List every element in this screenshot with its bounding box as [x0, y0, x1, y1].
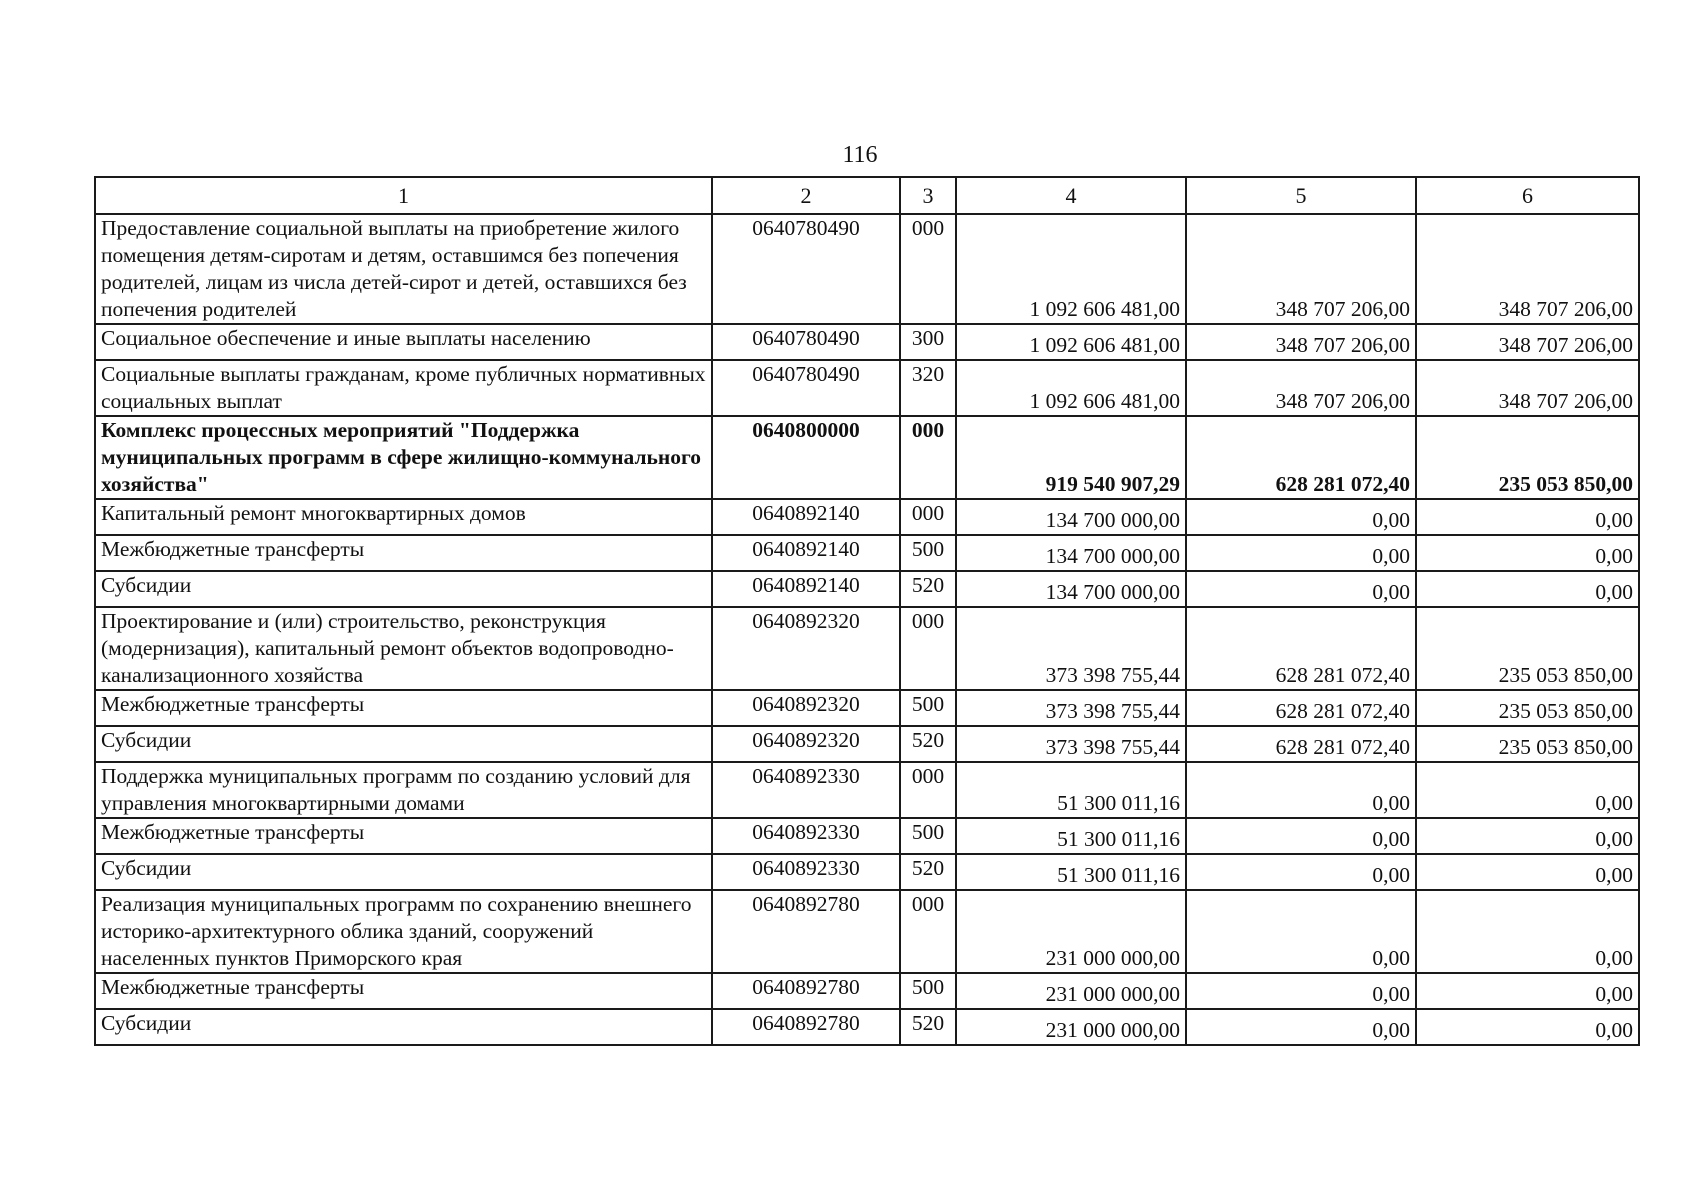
row-name-cell: Субсидии	[95, 726, 712, 762]
row-value-col6: 0,00	[1416, 571, 1639, 607]
row-value-col6: 0,00	[1416, 535, 1639, 571]
table-row	[95, 535, 1639, 571]
row-type-cell: 520	[900, 854, 956, 890]
row-value-col5: 0,00	[1186, 890, 1416, 973]
row-value-col5: 0,00	[1186, 571, 1416, 607]
row-value-col6: 235 053 850,00	[1416, 416, 1639, 499]
row-value-col5: 348 707 206,00	[1186, 214, 1416, 324]
row-value-col6: 0,00	[1416, 762, 1639, 818]
row-value-col4: 134 700 000,00	[956, 499, 1186, 535]
row-code-cell: 0640892320	[712, 690, 900, 726]
table-row	[95, 360, 1639, 416]
page-number: 116	[842, 142, 878, 168]
table-row	[95, 890, 1639, 973]
row-name-cell: Социальное обеспечение и иные выплаты населению	[95, 324, 712, 360]
table-row	[95, 571, 1639, 607]
row-code-cell: 0640892330	[712, 818, 900, 854]
row-name-cell: Субсидии	[95, 1009, 712, 1045]
row-value-col5: 0,00	[1186, 854, 1416, 890]
row-value-col4: 373 398 755,44	[956, 607, 1186, 690]
row-code-cell: 0640892330	[712, 854, 900, 890]
row-value-col5: 0,00	[1186, 818, 1416, 854]
row-value-col4: 134 700 000,00	[956, 535, 1186, 571]
row-type-cell: 500	[900, 535, 956, 571]
table-row	[95, 324, 1639, 360]
row-value-col6: 0,00	[1416, 818, 1639, 854]
row-code-cell: 0640780490	[712, 360, 900, 416]
row-type-cell: 520	[900, 571, 956, 607]
row-value-col5: 0,00	[1186, 762, 1416, 818]
row-code-cell: 0640892140	[712, 499, 900, 535]
header-cell: 2	[712, 177, 900, 214]
row-value-col4: 51 300 011,16	[956, 818, 1186, 854]
table-row	[95, 818, 1639, 854]
row-value-col6: 0,00	[1416, 890, 1639, 973]
row-value-col6: 348 707 206,00	[1416, 214, 1639, 324]
row-name-cell: Субсидии	[95, 571, 712, 607]
row-name-cell: Межбюджетные трансферты	[95, 535, 712, 571]
header-cell: 6	[1416, 177, 1639, 214]
row-value-col5: 628 281 072,40	[1186, 607, 1416, 690]
row-value-col4: 1 092 606 481,00	[956, 324, 1186, 360]
row-code-cell: 0640800000	[712, 416, 900, 499]
table-row	[95, 973, 1639, 1009]
row-value-col6: 235 053 850,00	[1416, 726, 1639, 762]
row-name-cell: Поддержка муниципальных программ по созданию условий для управления многоквартирными домами	[95, 762, 712, 818]
row-code-cell: 0640892140	[712, 535, 900, 571]
row-name-cell: Проектирование и (или) строительство, реконструкция (модернизация), капитальный ремонт объектов водопроводно-канализационного хозяйства	[95, 607, 712, 690]
row-value-col4: 373 398 755,44	[956, 726, 1186, 762]
row-code-cell: 0640892780	[712, 1009, 900, 1045]
row-value-col4: 51 300 011,16	[956, 854, 1186, 890]
row-type-cell: 500	[900, 690, 956, 726]
row-name-cell: Предоставление социальной выплаты на приобретение жилого помещения детям-сиротам и детям, оставшимся без попечения родителей, лицам из числа детей-сирот и детей, оставшихся без попечения родителей	[95, 214, 712, 324]
row-value-col4: 1 092 606 481,00	[956, 360, 1186, 416]
row-name-cell: Реализация муниципальных программ по сохранению внешнего историко-архитектурного облика зданий, сооружений населенных пунктов Приморского края	[95, 890, 712, 973]
header-cell: 4	[956, 177, 1186, 214]
table-row	[95, 416, 1639, 499]
row-code-cell: 0640892320	[712, 726, 900, 762]
table-row	[95, 607, 1639, 690]
row-code-cell: 0640892330	[712, 762, 900, 818]
budget-table	[94, 176, 1640, 1046]
row-value-col6: 235 053 850,00	[1416, 607, 1639, 690]
row-value-col5: 0,00	[1186, 973, 1416, 1009]
row-value-col4: 231 000 000,00	[956, 1009, 1186, 1045]
row-value-col5: 628 281 072,40	[1186, 726, 1416, 762]
row-type-cell: 000	[900, 890, 956, 973]
table-row	[95, 726, 1639, 762]
table-row	[95, 690, 1639, 726]
row-type-cell: 320	[900, 360, 956, 416]
row-code-cell: 0640892780	[712, 890, 900, 973]
row-type-cell: 000	[900, 416, 956, 499]
row-value-col4: 919 540 907,29	[956, 416, 1186, 499]
row-type-cell: 300	[900, 324, 956, 360]
row-code-cell: 0640780490	[712, 214, 900, 324]
row-type-cell: 000	[900, 607, 956, 690]
row-value-col5: 628 281 072,40	[1186, 416, 1416, 499]
row-type-cell: 500	[900, 818, 956, 854]
row-code-cell: 0640892780	[712, 973, 900, 1009]
table-row	[95, 762, 1639, 818]
row-value-col5: 348 707 206,00	[1186, 360, 1416, 416]
row-name-cell: Комплекс процессных мероприятий "Поддержка муниципальных программ в сфере жилищно-коммунального хозяйства"	[95, 416, 712, 499]
table-row	[95, 1009, 1639, 1045]
row-value-col4: 134 700 000,00	[956, 571, 1186, 607]
row-type-cell: 000	[900, 214, 956, 324]
row-type-cell: 500	[900, 973, 956, 1009]
row-value-col4: 231 000 000,00	[956, 890, 1186, 973]
row-value-col6: 0,00	[1416, 499, 1639, 535]
row-type-cell: 000	[900, 499, 956, 535]
row-name-cell: Межбюджетные трансферты	[95, 690, 712, 726]
row-code-cell: 0640892320	[712, 607, 900, 690]
row-value-col6: 0,00	[1416, 973, 1639, 1009]
row-value-col4: 231 000 000,00	[956, 973, 1186, 1009]
row-type-cell: 000	[900, 762, 956, 818]
row-code-cell: 0640780490	[712, 324, 900, 360]
row-value-col4: 1 092 606 481,00	[956, 214, 1186, 324]
row-value-col6: 348 707 206,00	[1416, 360, 1639, 416]
row-name-cell: Межбюджетные трансферты	[95, 818, 712, 854]
row-value-col6: 348 707 206,00	[1416, 324, 1639, 360]
row-value-col4: 373 398 755,44	[956, 690, 1186, 726]
row-name-cell: Межбюджетные трансферты	[95, 973, 712, 1009]
row-value-col6: 235 053 850,00	[1416, 690, 1639, 726]
row-value-col5: 0,00	[1186, 535, 1416, 571]
table-row	[95, 214, 1639, 324]
row-value-col5: 628 281 072,40	[1186, 690, 1416, 726]
row-name-cell: Капитальный ремонт многоквартирных домов	[95, 499, 712, 535]
header-row	[95, 177, 1639, 214]
row-value-col5: 0,00	[1186, 499, 1416, 535]
row-value-col5: 348 707 206,00	[1186, 324, 1416, 360]
row-value-col6: 0,00	[1416, 1009, 1639, 1045]
header-cell: 5	[1186, 177, 1416, 214]
row-code-cell: 0640892140	[712, 571, 900, 607]
row-name-cell: Субсидии	[95, 854, 712, 890]
row-name-cell: Социальные выплаты гражданам, кроме публичных нормативных социальных выплат	[95, 360, 712, 416]
row-value-col5: 0,00	[1186, 1009, 1416, 1045]
row-type-cell: 520	[900, 726, 956, 762]
header-cell: 3	[900, 177, 956, 214]
row-value-col6: 0,00	[1416, 854, 1639, 890]
header-cell: 1	[95, 177, 712, 214]
row-value-col4: 51 300 011,16	[956, 762, 1186, 818]
table-row	[95, 854, 1639, 890]
row-type-cell: 520	[900, 1009, 956, 1045]
table-row	[95, 499, 1639, 535]
